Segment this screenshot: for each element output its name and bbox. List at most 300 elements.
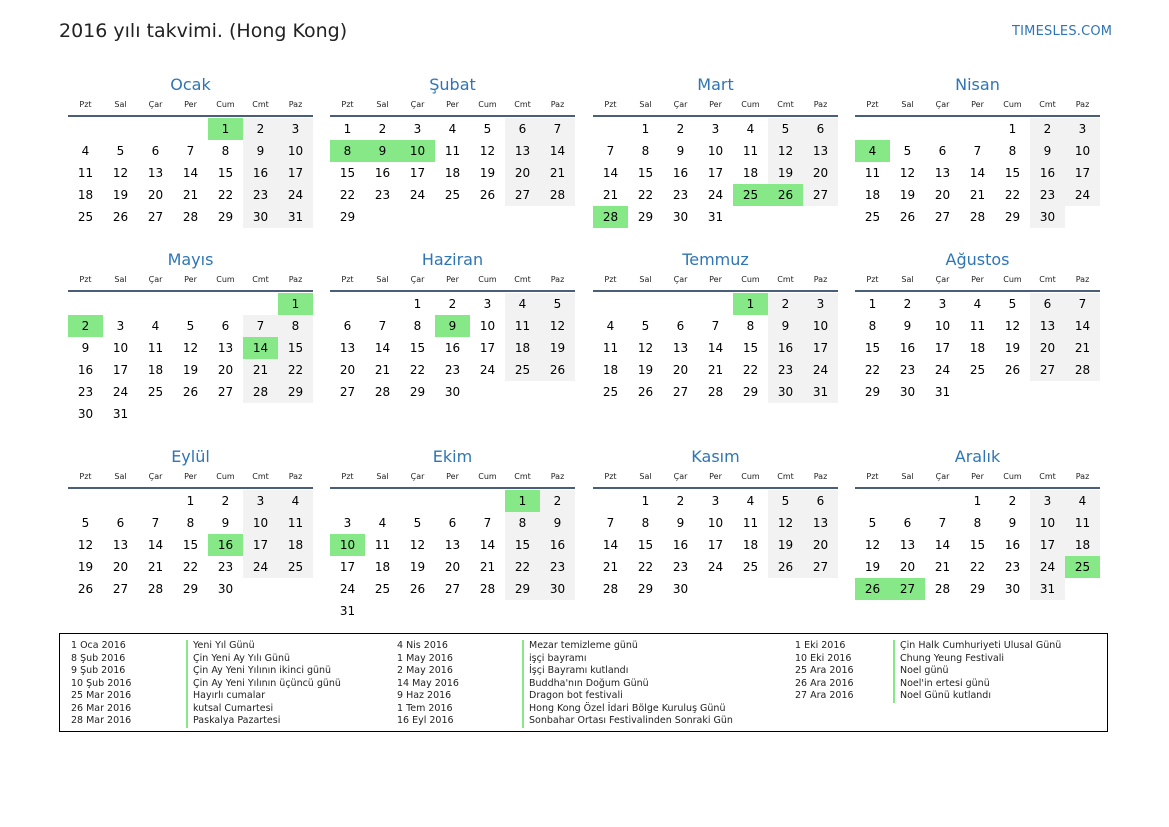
day-cell: 24 [409, 188, 426, 202]
day-cell: 20 [147, 188, 164, 202]
day-cell: 2 [540, 490, 575, 512]
weekday-label: Cmt [1039, 100, 1056, 109]
holiday-date: 9 Şub 2016 [71, 665, 126, 676]
day-cell: 19 [540, 337, 575, 359]
day-cell: 14 [602, 538, 619, 552]
month-name: Ekim [432, 447, 473, 466]
weekday-label: Sal [901, 100, 914, 109]
day-cell: 30 [77, 407, 94, 421]
day-cell: 22 [1004, 188, 1021, 202]
month-5 [68, 248, 313, 425]
day-cell: 18 [444, 166, 461, 180]
day-cell: 26 [409, 582, 426, 596]
day-cell: 4 [151, 319, 160, 333]
day-cell: 12 [182, 341, 199, 355]
holiday-name: Noel'in ertesi günü [893, 678, 1061, 691]
weekday-label: Cum [1003, 100, 1022, 109]
day-cell: 8 [278, 315, 313, 337]
day-cell: 14 [540, 140, 575, 162]
weekday-label: Per [709, 275, 722, 284]
day-cell: 28 [540, 184, 575, 206]
day-cell: 26 [540, 359, 575, 381]
day-cell: 15 [1004, 166, 1021, 180]
day-cell: 12 [77, 538, 94, 552]
empty-cell [663, 293, 698, 315]
day-cell: 15 [864, 341, 881, 355]
holiday-name: Hong Kong Özel İdari Bölge Kuruluş Günü [522, 703, 733, 716]
day-cell: 14 [147, 538, 164, 552]
day-cell: 3 [343, 516, 352, 530]
day-cell: 18 [77, 188, 94, 202]
day-cell: 17 [409, 166, 426, 180]
day-cell: 17 [112, 363, 129, 377]
empty-cell [593, 293, 628, 315]
weekday-label: Per [184, 472, 197, 481]
day-cell: 13 [339, 341, 356, 355]
day-cell: 19 [182, 363, 199, 377]
day-cell: 22 [637, 188, 654, 202]
day-cell: 30 [672, 582, 689, 596]
empty-cell [890, 490, 925, 512]
day-cell: 28 [243, 381, 278, 403]
weekday-label: Paz [288, 275, 303, 284]
day-cell: 2 [676, 494, 685, 508]
day-cell: 21 [147, 560, 164, 574]
day-cell: 20 [803, 162, 838, 184]
holiday-legend [59, 633, 1108, 732]
day-cell: 25 [77, 210, 94, 224]
holiday-name: Yeni Yıl Günü [186, 640, 341, 653]
weekday-label: Cmt [1039, 472, 1056, 481]
weekday-label: Çar [410, 275, 425, 284]
day-cell: 20 [1030, 337, 1065, 359]
weekday-label: Cmt [777, 472, 794, 481]
day-cell: 18 [505, 337, 540, 359]
weekday-header [593, 469, 838, 489]
day-cell: 3 [1030, 490, 1065, 512]
holiday-date: 25 Ara 2016 [795, 665, 854, 676]
day-cell: 15 [637, 166, 654, 180]
holiday-name: Çin Yeni Ay Yılı Günü [186, 653, 341, 666]
day-cell: 17 [707, 166, 724, 180]
day-cell: 5 [186, 319, 195, 333]
day-cell: 24 [112, 385, 129, 399]
holiday-day-cell: 10 [400, 140, 435, 162]
day-cell: 19 [409, 560, 426, 574]
month-6 [330, 248, 575, 403]
day-cell: 9 [768, 315, 803, 337]
day-cell: 25 [374, 582, 391, 596]
day-cell: 23 [374, 188, 391, 202]
weekday-label: Pzt [866, 472, 879, 481]
weekday-label: Sal [376, 100, 389, 109]
weekday-label: Sal [639, 275, 652, 284]
day-cell: 26 [899, 210, 916, 224]
day-cell: 17 [1065, 162, 1100, 184]
empty-cell [365, 490, 400, 512]
day-cell: 28 [147, 582, 164, 596]
weekday-label: Cmt [1039, 275, 1056, 284]
weekday-label: Cum [741, 100, 760, 109]
month-3 [593, 73, 838, 228]
holiday-name: Çin Ay Yeni Yılının ikinci günü [186, 665, 341, 678]
day-cell: 10 [1065, 140, 1100, 162]
day-cell: 29 [864, 385, 881, 399]
legend-names-column [893, 640, 1061, 703]
weekday-label: Çar [673, 275, 688, 284]
day-cell: 8 [641, 516, 650, 530]
weekday-label: Cum [1003, 472, 1022, 481]
day-cell: 29 [217, 210, 234, 224]
day-cell: 29 [339, 210, 356, 224]
day-cell: 21 [934, 560, 951, 574]
weekday-label: Paz [288, 472, 303, 481]
day-cell: 18 [1065, 534, 1100, 556]
holiday-day-cell: 1 [208, 118, 243, 140]
weekday-header [593, 97, 838, 117]
day-grid [330, 293, 575, 403]
day-cell: 23 [540, 556, 575, 578]
day-cell: 17 [803, 337, 838, 359]
day-cell: 6 [116, 516, 125, 530]
day-cell: 1 [1008, 122, 1017, 136]
day-cell: 30 [672, 210, 689, 224]
day-cell: 17 [278, 162, 313, 184]
weekday-label: Sal [376, 472, 389, 481]
weekday-label: Pzt [341, 275, 354, 284]
day-cell: 22 [182, 560, 199, 574]
weekday-label: Paz [288, 100, 303, 109]
day-cell: 20 [899, 560, 916, 574]
day-cell: 5 [903, 144, 912, 158]
day-cell: 14 [374, 341, 391, 355]
weekday-header [68, 469, 313, 489]
day-cell: 13 [803, 512, 838, 534]
empty-cell [400, 490, 435, 512]
month-4 [855, 73, 1100, 228]
day-cell: 21 [479, 560, 496, 574]
empty-cell [173, 293, 208, 315]
weekday-label: Pzt [79, 275, 92, 284]
day-cell: 24 [707, 560, 724, 574]
day-cell: 18 [602, 363, 619, 377]
holiday-day-cell: 1 [733, 293, 768, 315]
holiday-name: Noel Günü kutlandı [893, 690, 1061, 703]
holiday-date: 27 Ara 2016 [795, 690, 854, 701]
month-name: Ocak [170, 75, 211, 94]
day-cell: 20 [217, 363, 234, 377]
weekday-label: Per [446, 472, 459, 481]
weekday-label: Çar [148, 100, 163, 109]
day-cell: 29 [637, 210, 654, 224]
holiday-name: Hayırlı cumalar [186, 690, 341, 703]
day-cell: 14 [707, 341, 724, 355]
day-cell: 13 [217, 341, 234, 355]
day-cell: 28 [602, 582, 619, 596]
weekday-label: Pzt [866, 100, 879, 109]
weekday-header [330, 469, 575, 489]
legend-dates-column [397, 640, 459, 728]
weekday-label: Pzt [341, 100, 354, 109]
holiday-date: 1 Oca 2016 [71, 640, 126, 651]
day-cell: 10 [707, 144, 724, 158]
day-cell: 28 [374, 385, 391, 399]
day-cell: 14 [969, 166, 986, 180]
day-cell: 5 [116, 144, 125, 158]
day-cell: 2 [676, 122, 685, 136]
day-cell: 23 [243, 184, 278, 206]
day-cell: 18 [864, 188, 881, 202]
day-cell: 12 [768, 140, 803, 162]
weekday-label: Paz [813, 275, 828, 284]
brand-link[interactable]: TIMESLES.COM [1012, 24, 1113, 39]
empty-cell [138, 490, 173, 512]
empty-cell [470, 490, 505, 512]
holiday-name: Noel günü [893, 665, 1061, 678]
day-cell: 27 [217, 385, 234, 399]
day-cell: 19 [77, 560, 94, 574]
day-cell: 27 [444, 582, 461, 596]
holiday-day-cell: 8 [330, 140, 365, 162]
day-cell: 31 [707, 210, 724, 224]
day-grid [68, 490, 313, 600]
holiday-day-cell: 16 [208, 534, 243, 556]
day-cell: 24 [707, 188, 724, 202]
day-cell: 8 [973, 516, 982, 530]
weekday-label: Cum [741, 472, 760, 481]
weekday-label: Sal [639, 100, 652, 109]
day-cell: 31 [112, 407, 129, 421]
weekday-label: Sal [114, 275, 127, 284]
day-cell: 11 [444, 144, 461, 158]
day-cell: 9 [676, 516, 685, 530]
day-grid [593, 118, 838, 228]
day-grid [855, 293, 1100, 403]
day-cell: 7 [606, 516, 615, 530]
day-cell: 13 [934, 166, 951, 180]
day-cell: 6 [505, 118, 540, 140]
day-cell: 15 [409, 341, 426, 355]
weekday-label: Çar [148, 275, 163, 284]
weekday-label: Pzt [79, 472, 92, 481]
weekday-label: Paz [550, 100, 565, 109]
day-cell: 21 [374, 363, 391, 377]
holiday-date: 28 Mar 2016 [71, 715, 132, 726]
day-cell: 1 [413, 297, 422, 311]
day-cell: 1 [186, 494, 195, 508]
month-11 [593, 445, 838, 600]
weekday-label: Per [971, 100, 984, 109]
day-cell: 3 [243, 490, 278, 512]
empty-cell [925, 490, 960, 512]
empty-cell [628, 293, 663, 315]
day-cell: 9 [1008, 516, 1017, 530]
day-cell: 11 [969, 319, 986, 333]
day-cell: 16 [77, 363, 94, 377]
day-cell: 16 [374, 166, 391, 180]
day-cell: 14 [602, 166, 619, 180]
empty-cell [330, 293, 365, 315]
weekday-label: Sal [901, 275, 914, 284]
holiday-day-cell: 1 [278, 293, 313, 315]
day-cell: 23 [77, 385, 94, 399]
holiday-date: 16 Eyl 2016 [397, 715, 454, 726]
day-cell: 21 [1065, 337, 1100, 359]
day-cell: 30 [217, 582, 234, 596]
day-cell: 15 [969, 538, 986, 552]
day-cell: 1 [868, 297, 877, 311]
day-cell: 17 [707, 538, 724, 552]
empty-cell [925, 118, 960, 140]
day-cell: 11 [278, 512, 313, 534]
day-cell: 3 [483, 297, 492, 311]
weekday-label: Paz [813, 100, 828, 109]
weekday-label: Cmt [514, 100, 531, 109]
weekday-label: Çar [673, 100, 688, 109]
day-cell: 26 [637, 385, 654, 399]
day-cell: 27 [672, 385, 689, 399]
day-cell: 7 [711, 319, 720, 333]
month-2 [330, 73, 575, 228]
day-cell: 10 [803, 315, 838, 337]
day-cell: 31 [278, 206, 313, 228]
empty-cell [435, 490, 470, 512]
weekday-label: Cum [216, 472, 235, 481]
day-cell: 23 [768, 359, 803, 381]
day-cell: 23 [899, 363, 916, 377]
weekday-label: Cmt [777, 100, 794, 109]
day-cell: 4 [278, 490, 313, 512]
day-cell: 3 [116, 319, 125, 333]
day-cell: 2 [903, 297, 912, 311]
holiday-date: 1 Tem 2016 [397, 702, 453, 714]
day-cell: 18 [147, 363, 164, 377]
holiday-date: 26 Ara 2016 [795, 677, 854, 689]
weekday-label: Cum [478, 472, 497, 481]
weekday-label: Paz [1075, 100, 1090, 109]
day-cell: 23 [217, 560, 234, 574]
day-cell: 25 [864, 210, 881, 224]
weekday-label: Çar [410, 100, 425, 109]
weekday-label: Çar [410, 472, 425, 481]
holiday-name: kutsal Cumartesi [186, 703, 341, 716]
day-cell: 11 [602, 341, 619, 355]
month-name: Nisan [955, 75, 1000, 94]
weekday-label: Cmt [777, 275, 794, 284]
day-cell: 27 [1030, 359, 1065, 381]
weekday-label: Cum [478, 100, 497, 109]
day-cell: 11 [742, 144, 759, 158]
weekday-label: Cmt [514, 275, 531, 284]
holiday-day-cell: 25 [733, 184, 768, 206]
day-cell: 9 [540, 512, 575, 534]
holiday-day-cell: 14 [243, 337, 278, 359]
holiday-name: Chung Yeung Festivali [893, 653, 1061, 666]
day-cell: 8 [505, 512, 540, 534]
day-cell: 14 [182, 166, 199, 180]
day-cell: 29 [742, 385, 759, 399]
day-cell: 16 [672, 538, 689, 552]
day-cell: 3 [278, 118, 313, 140]
weekday-label: Pzt [866, 275, 879, 284]
day-cell: 4 [81, 144, 90, 158]
weekday-label: Paz [550, 472, 565, 481]
day-grid [593, 490, 838, 600]
day-cell: 20 [444, 560, 461, 574]
day-cell: 19 [768, 534, 803, 556]
day-cell: 22 [742, 363, 759, 377]
day-cell: 29 [505, 578, 540, 600]
day-cell: 1 [641, 494, 650, 508]
day-cell: 21 [707, 363, 724, 377]
day-cell: 24 [803, 359, 838, 381]
day-cell: 7 [938, 516, 947, 530]
day-cell: 18 [742, 538, 759, 552]
holiday-date: 10 Eki 2016 [795, 652, 852, 664]
day-cell: 11 [1065, 512, 1100, 534]
holiday-date: 9 Haz 2016 [397, 690, 452, 701]
day-cell: 26 [77, 582, 94, 596]
day-cell: 26 [182, 385, 199, 399]
day-cell: 29 [969, 582, 986, 596]
day-cell: 18 [278, 534, 313, 556]
day-cell: 18 [969, 341, 986, 355]
day-cell: 7 [540, 118, 575, 140]
day-cell: 24 [1065, 184, 1100, 206]
day-cell: 22 [278, 359, 313, 381]
holiday-day-cell: 25 [1065, 556, 1100, 578]
day-cell: 22 [217, 188, 234, 202]
day-cell: 2 [1008, 494, 1017, 508]
day-cell: 15 [217, 166, 234, 180]
day-cell: 15 [278, 337, 313, 359]
day-cell: 13 [672, 341, 689, 355]
day-cell: 13 [505, 140, 540, 162]
day-grid [68, 118, 313, 228]
day-cell: 11 [505, 315, 540, 337]
day-cell: 30 [243, 206, 278, 228]
day-cell: 30 [540, 578, 575, 600]
day-cell: 15 [182, 538, 199, 552]
day-cell: 16 [1004, 538, 1021, 552]
day-cell: 28 [934, 582, 951, 596]
empty-cell [855, 118, 890, 140]
day-grid [330, 118, 575, 228]
day-cell: 16 [672, 166, 689, 180]
legend-dates-column [71, 640, 131, 728]
month-9 [68, 445, 313, 600]
day-cell: 1 [641, 122, 650, 136]
day-cell: 28 [1065, 359, 1100, 381]
day-cell: 10 [278, 140, 313, 162]
day-cell: 20 [339, 363, 356, 377]
weekday-label: Cum [216, 100, 235, 109]
day-cell: 6 [938, 144, 947, 158]
day-cell: 4 [746, 494, 755, 508]
day-cell: 13 [112, 538, 129, 552]
day-cell: 20 [112, 560, 129, 574]
day-cell: 21 [602, 560, 619, 574]
holiday-name: Paskalya Pazartesi [186, 715, 341, 728]
weekday-label: Cum [741, 275, 760, 284]
day-cell: 27 [803, 184, 838, 206]
day-cell: 22 [969, 560, 986, 574]
day-cell: 10 [243, 512, 278, 534]
weekday-label: Pzt [604, 100, 617, 109]
day-cell: 7 [151, 516, 160, 530]
day-cell: 7 [483, 516, 492, 530]
day-cell: 10 [934, 319, 951, 333]
